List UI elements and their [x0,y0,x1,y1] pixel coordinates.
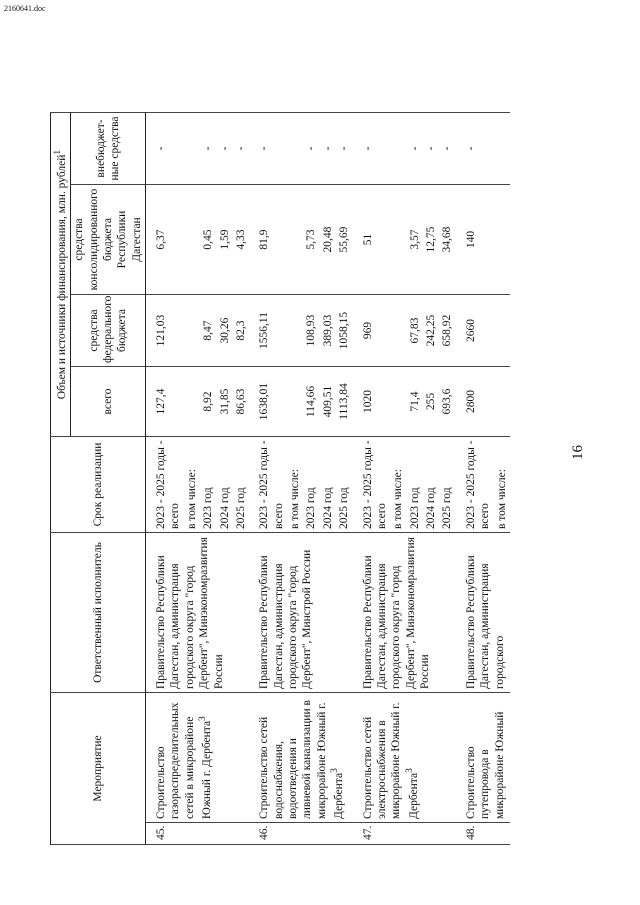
page-number: 16 [570,445,586,460]
consolidated-cell: 34,68 [439,185,455,295]
event-cell: Строительство сетей электроснабжения в микрорайоне Южный г. Дербента$^3$ [353,693,456,823]
term-cell: в том числе: [390,437,406,533]
total-cell [287,367,303,437]
term-cell: 2024 год [423,437,439,533]
total-cell [494,367,510,437]
executor-cell: Правительство Республики Дагестан, администрация городского округа "город Дербент", Минэкономразвития России [146,533,250,693]
offbudget-cell: - [439,112,455,184]
total-cell: 127,4 [146,367,184,437]
term-cell: 2023 - 2025 годы - всего [353,437,391,533]
consolidated-cell: 81,9 [249,185,287,295]
consolidated-cell: 55,69 [336,185,352,295]
consolidated-cell: 4,33 [233,185,249,295]
total-cell: 1113,84 [336,367,352,437]
total-cell: 2800 [456,367,494,437]
offbudget-cell [494,112,510,184]
federal-cell: 121,03 [146,295,184,367]
federal-cell: 1058,15 [336,295,352,367]
federal-cell: 30,26 [217,295,233,367]
federal-cell [390,295,406,367]
total-cell: 114,66 [303,367,319,437]
term-cell: 2024 год [217,437,233,533]
col-event-header: Мероприятие [51,693,146,845]
total-cell: 8,92 [200,367,216,437]
col-offbudget-header: внебюджет-ные средства [71,112,146,184]
offbudget-cell: - [217,112,233,184]
executor-cell: Правительство Республики Дагестан, администрация городского округа "город Дербент", Минэкономразвития России [353,533,456,693]
offbudget-cell: - [320,112,336,184]
federal-cell: 8,47 [200,295,216,367]
term-cell: 2025 год [233,437,249,533]
total-cell: 86,63 [233,367,249,437]
offbudget-cell: - [146,112,184,184]
total-cell: 693,6 [439,367,455,437]
federal-cell: 1556,11 [249,295,287,367]
offbudget-cell: - [407,112,423,184]
term-cell: 2025 год [439,437,455,533]
consolidated-cell: 6,37 [146,185,184,295]
consolidated-cell: 1,59 [217,185,233,295]
federal-cell: 242,25 [423,295,439,367]
col-executor-header: Ответственный исполнитель [51,533,146,693]
offbudget-cell: - [336,112,352,184]
table-row [249,32,287,844]
term-cell: в том числе: [287,437,303,533]
offbudget-cell: - [200,112,216,184]
federal-cell [184,295,200,367]
total-cell: 409,51 [320,367,336,437]
total-cell [184,367,200,437]
funding-table [50,32,510,845]
term-cell: 2023 - 2025 годы - всего [249,437,287,533]
total-cell: 71,4 [407,367,423,437]
offbudget-cell: - [233,112,249,184]
total-cell: 1020 [353,367,391,437]
total-cell: 31,85 [217,367,233,437]
row-number: 48. [456,823,510,845]
total-cell: 255 [423,367,439,437]
event-cell: Строительство газораспределительных сетей в микрорайоне Южный г. Дербента$^3$ [146,693,250,823]
offbudget-cell: - [423,112,439,184]
event-cell: Строительство путепровода в микрорайоне Южный [456,693,510,823]
offbudget-cell [287,112,303,184]
federal-cell [494,295,510,367]
federal-cell [287,295,303,367]
offbudget-cell: - [303,112,319,184]
consolidated-cell: 5,73 [303,185,319,295]
term-cell: 2023 - 2025 годы - всего [456,437,494,533]
executor-cell: Правительство Республики Дагестан, администрация городского [456,533,510,693]
consolidated-cell [184,185,200,295]
federal-cell: 108,93 [303,295,319,367]
total-cell [390,367,406,437]
term-cell: 2023 год [200,437,216,533]
term-cell: в том числе: [184,437,200,533]
consolidated-cell: 20,48 [320,185,336,295]
table-body [146,32,510,844]
col-funding-header: Объем и источники финансирования, млн. рублей$^1$ [51,112,71,436]
consolidated-cell [287,185,303,295]
executor-cell: Правительство Республики Дагестан, администрация городского округа "город Дербент", Минстрой России [249,533,352,693]
table-row [353,32,391,844]
federal-cell: 389,03 [320,295,336,367]
consolidated-cell: 140 [456,185,494,295]
col-federal-header: средства федерального бюджета [71,295,146,367]
term-cell: 2025 год [336,437,352,533]
col-term-header: Срок реализации [51,437,146,533]
document-id: 2160641.doc [4,4,46,13]
federal-cell: 82,3 [233,295,249,367]
offbudget-cell: - [249,112,287,184]
row-number: 47. [353,823,456,845]
offbudget-cell [390,112,406,184]
row-number: 46. [249,823,352,845]
consolidated-cell: 3,57 [407,185,423,295]
term-cell: 2023 год [303,437,319,533]
offbudget-cell: - [353,112,391,184]
term-cell: 2024 год [320,437,336,533]
consolidated-cell: 51 [353,185,391,295]
offbudget-cell: - [456,112,494,184]
table-row [146,32,184,844]
federal-cell: 67,83 [407,295,423,367]
offbudget-cell [184,112,200,184]
term-cell: в том числе: [494,437,510,533]
col-consolidated-header: средства консолидированного бюджета Республики Дагестан [71,185,146,295]
consolidated-cell: 0,45 [200,185,216,295]
event-cell: Строительство сетей водоснабжения, водоотведения и ливневой канализации в микрорайоне Южный г. Дербента$^3$ [249,693,352,823]
consolidated-cell [494,185,510,295]
consolidated-cell: 12,75 [423,185,439,295]
federal-cell: 969 [353,295,391,367]
term-cell: 2023 год [407,437,423,533]
term-cell: 2023 - 2025 годы - всего [146,437,184,533]
federal-cell: 658,92 [439,295,455,367]
table-row [456,32,494,844]
row-number: 45. [146,823,250,845]
consolidated-cell [390,185,406,295]
total-cell: 1638,01 [249,367,287,437]
col-total-header: всего [71,367,146,437]
federal-cell: 2660 [456,295,494,367]
